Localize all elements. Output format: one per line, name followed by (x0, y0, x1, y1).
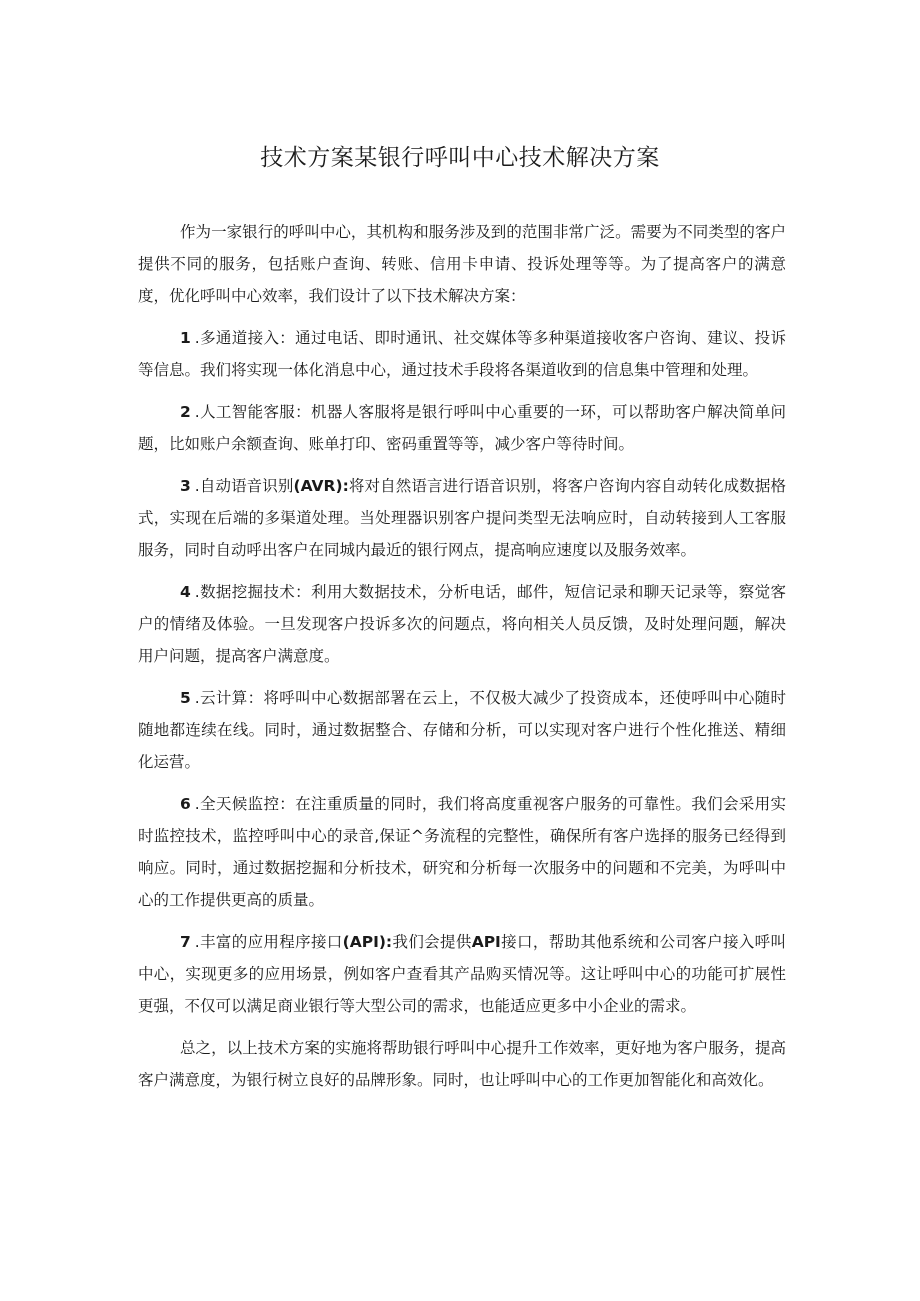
item-6-paragraph (138, 788, 786, 916)
item-4-text: .数据挖掘技术：利用大数据技术，分析电话，邮件，短信记录和聊天记录等，察觉客户的情绪及体验。一旦发现客户投诉多次的问题点，将向相关人员反馈，及时处理问题，解决用户问题，提高客户满意度。 (138, 583, 786, 665)
item-5-paragraph (138, 682, 786, 778)
item-7-text-b: 我们会提供 (392, 933, 472, 951)
item-7-api-term: (API): (342, 933, 393, 951)
item-6-text: .全天候监控：在注重质量的同时，我们将高度重视客户服务的可靠性。我们会采用实时监控技术，监控呼叫中心的录音,保证^务流程的完整性，确保所有客户选择的服务已经得到响应。同时，通过数据挖掘和分析技术，研究和分析每一次服务中的问题和不完美，为呼叫中心的工作提供更高的质量。 (138, 795, 786, 909)
intro-paragraph: 作为一家银行的呼叫中心，其机构和服务涉及到的范围非常广泛。需要为不同类型的客户提供不同的服务，包括账户查询、转账、信用卡申请、投诉处理等等。为了提高客户的满意度，优化呼叫中心效率，我们设计了以下技术解决方案： (138, 223, 786, 305)
document-body (138, 216, 786, 1106)
item-7-text-a: .丰富的应用程序接口 (194, 933, 343, 951)
item-6-number: 6 (180, 795, 191, 813)
item-4-paragraph (138, 576, 786, 672)
conclusion-paragraph: 总之，以上技术方案的实施将帮助银行呼叫中心提升工作效率，更好地为客户服务，提高客户满意度，为银行树立良好的品牌形象。同时，也让呼叫中心的工作更加智能化和高效化。 (138, 1039, 786, 1089)
item-2-number: 2 (180, 403, 191, 421)
item-7-number: 7 (180, 933, 191, 951)
item-7-api-word: API (471, 933, 501, 951)
item-1-number: 1 (180, 329, 191, 347)
item-3-text-b: 将对自然语言进行语音识别，将客户咨询内容自动转化成数据格式，实现在后端的多渠道处理。当处理器识别客户提问类型无法响应时，自动转接到人工客服服务，同时自动呼出客户在同城内最近的银行网点，提高响应速度以及服务效率。 (138, 477, 786, 559)
item-7-paragraph (138, 926, 786, 1022)
item-3-avr-term: (AVR): (293, 477, 349, 495)
item-3-number: 3 (180, 477, 191, 495)
item-4-number: 4 (180, 583, 191, 601)
item-5-text: .云计算：将呼叫中心数据部署在云上，不仅极大减少了投资成本，还使呼叫中心随时随地都连续在线。同时，通过数据整合、存储和分析，可以实现对客户进行个性化推送、精细化运营。 (138, 689, 786, 771)
item-1-text: .多通道接入：通过电话、即时通讯、社交媒体等多种渠道接收客户咨询、建议、投诉等信息。我们将实现一体化消息中心，通过技术手段将各渠道收到的信息集中管理和处理。 (138, 329, 786, 379)
document-title: 技术方案某银行呼叫中心技术解决方案 (260, 145, 660, 171)
item-5-number: 5 (180, 689, 191, 707)
item-7-text-c: 接口，帮助其他系统和公司客户接入呼叫中心，实现更多的应用场景，例如客户查看其产品购买情况等。这让呼叫中心的功能可扩展性更强，不仅可以满足商业银行等大型公司的需求，也能适应更多中小企业的需求。 (138, 933, 786, 1015)
item-2-paragraph (138, 396, 786, 460)
item-3-text-a: .自动语音识别 (194, 477, 294, 495)
item-2-text: .人工智能客服：机器人客服将是银行呼叫中心重要的一环，可以帮助客户解决简单问题，比如账户余额查询、账单打印、密码重置等等，减少客户等待时间。 (138, 403, 786, 453)
item-3-paragraph (138, 470, 786, 566)
item-1-paragraph (138, 322, 786, 386)
